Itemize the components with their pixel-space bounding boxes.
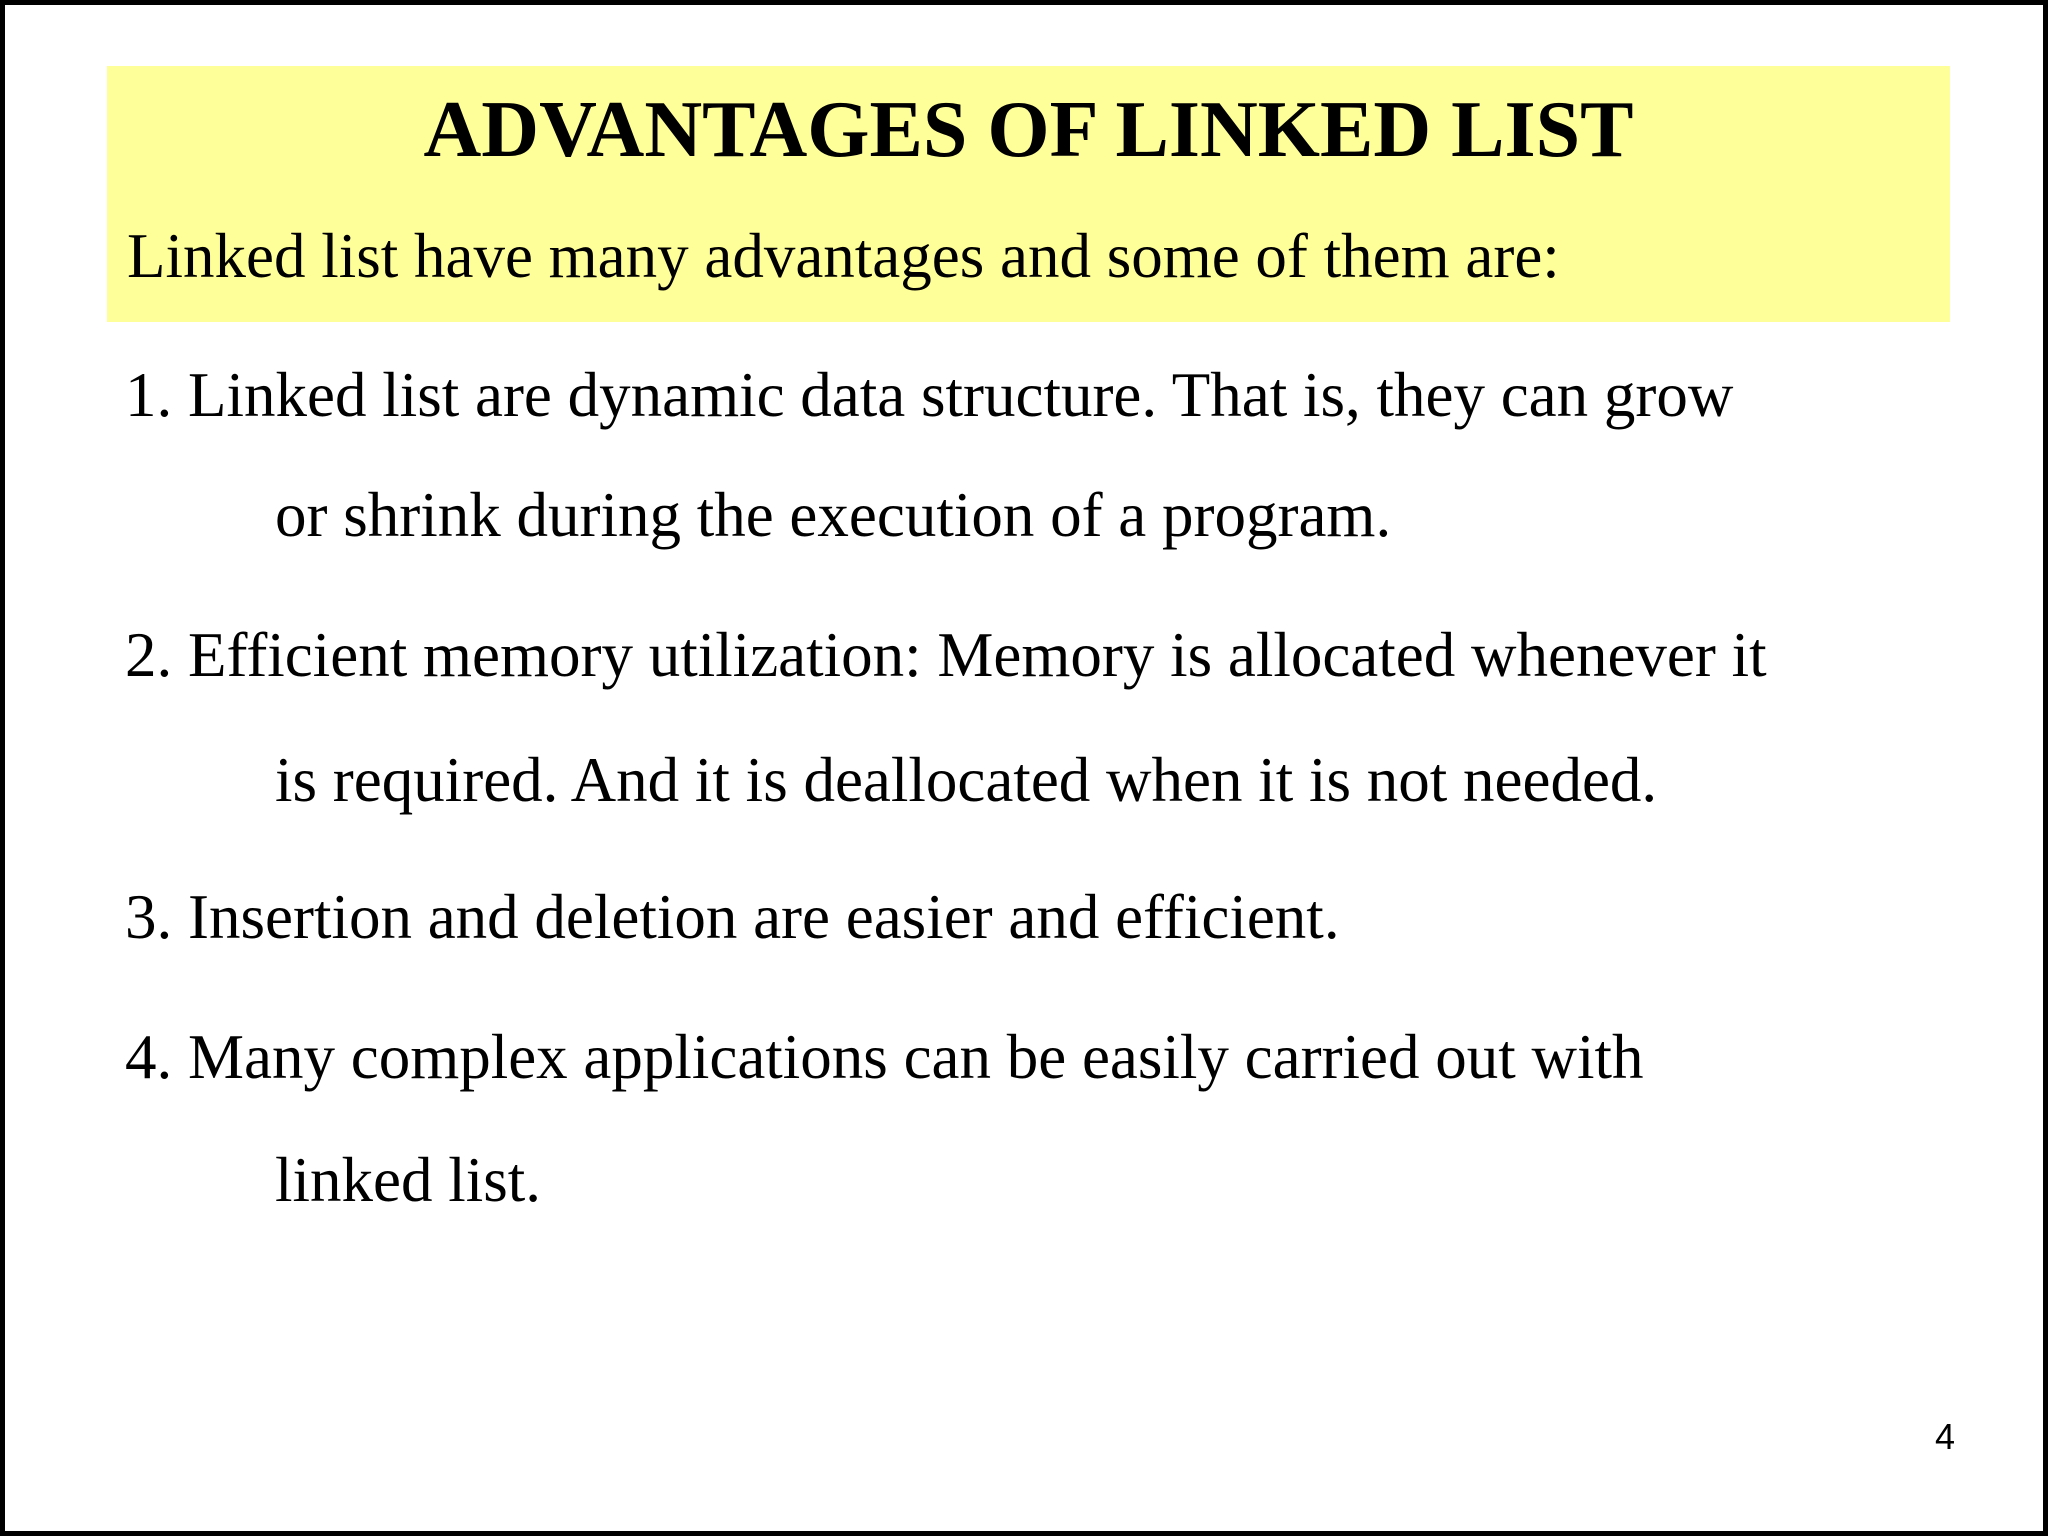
list-item-1-line-1: 1. Linked list are dynamic data structure. That is, they can grow	[125, 360, 1734, 430]
list-item-1-line-2: or shrink during the execution of a program.	[275, 480, 1392, 550]
slide-title: ADVANTAGES OF LINKED LIST	[423, 86, 1634, 174]
list-item-4-line-2: linked list.	[275, 1145, 541, 1215]
list-item-2-line-2: is required. And it is deallocated when it is not needed.	[275, 745, 1658, 815]
intro-text: Linked list have many advantages and some of them are:	[127, 221, 1560, 291]
list-item-3-line-1: 3. Insertion and deletion are easier and efficient.	[125, 882, 1340, 952]
page-number: 4	[1934, 1416, 1955, 1457]
title-banner	[107, 66, 1950, 322]
list-item-2-line-1: 2. Efficient memory utilization: Memory is allocated whenever it	[125, 620, 1767, 690]
list-item-4-line-1: 4. Many complex applications can be easily carried out with	[125, 1022, 1644, 1092]
